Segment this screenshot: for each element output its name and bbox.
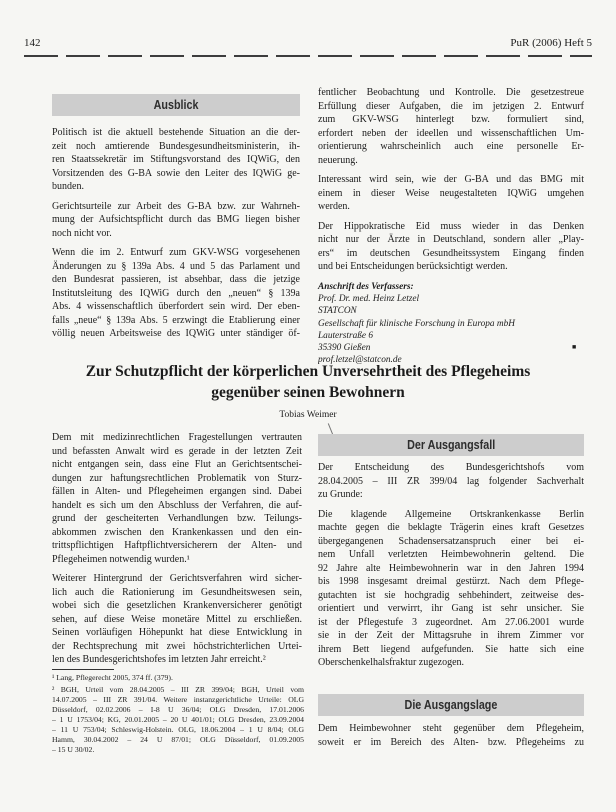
text-line: 28.04.2005 – III ZR 399/04 lag folgender Sachverhalt [318, 475, 584, 487]
text-line: orientiert und verwirrt, ihr Gang ist sehr unsicher. Sie [318, 603, 584, 614]
ausgangsfall-text [318, 461, 584, 670]
text-line: ist der Pflegestufe 3 zugeordnet. Am 27.06.2001 wurde [318, 616, 584, 628]
text-line: Institutsleitung des IQWiG durch den „neuen“ § 139a [52, 287, 300, 299]
header-rule [24, 55, 592, 57]
author-address [318, 293, 584, 366]
footnote-rule [52, 669, 114, 670]
text-line: werden. [318, 201, 350, 212]
text-line: falls „neue“ § 139a Abs. 5 erzwingt die Etablierung einer [52, 314, 300, 326]
text-line: Erfüllung dieser Aufgaben, die im jetzigen 2. Entwurf [318, 100, 584, 112]
text-line: – 11 U 753/04; Schleswig-Holstein. OLG, 18.06.2004 – 1 U 8/04; OLG [52, 725, 304, 734]
text-line: wobei sich die gesetzlichen Krankenversicherer genötigt [52, 600, 302, 611]
text-line: Der Hippokratische Eid muss wieder in das Denken [318, 220, 584, 232]
journal-issue: PuR (2006) Heft 5 [510, 37, 592, 49]
paragraph [52, 200, 300, 241]
text-line: Hamm, 30.04.2002 – 24 U 87/01; OLG Düsseldorf, 01.09.2005 [52, 735, 304, 744]
text-line: zu Grunde: [318, 489, 363, 500]
text-line: Düsseldorf, 02.02.2006 – I-8 U 36/04; OLG Dresden, 17.01.2006 [52, 705, 304, 714]
ausblick-left-column [52, 126, 300, 341]
text-line: bis 1998 insgesamt dreimal gestürzt. Nach dem Pflege- [318, 576, 584, 587]
text-line: Prof. Dr. med. Heinz Letzel [318, 294, 420, 305]
text-line: Dem mit medizinrechtlichen Fragestellungen vertrauten [52, 432, 302, 443]
section-heading-label: Die Ausgangslage [404, 698, 498, 712]
paragraph [318, 461, 584, 502]
text-line: STATCON [318, 306, 357, 317]
section-heading-label: Ausblick [153, 98, 199, 112]
paragraph [52, 126, 300, 194]
page-number: 142 [24, 37, 41, 49]
text-line: – 1 U 1753/04; KG, 20.01.2005 – 20 U 401/01; OLG Dresden, 23.09.2004 [52, 715, 304, 724]
text-line: und bei Entscheidungen berücksichtigt werden. [318, 261, 508, 272]
text-line: zum GKV-WSG hinterlegt bzw. formuliert sind, [318, 114, 584, 125]
ausgangslage-text [318, 722, 584, 749]
address-block [318, 293, 584, 366]
text-line: soweit er im Bereich des Alten- bzw. Pflegeheims zu [318, 736, 584, 748]
text-line: nicht nur der Ärzte in Deutschland, sondern aller „Play- [318, 234, 584, 245]
text-line: abkommen zwischen den Krankenkassen und den ein- [52, 526, 302, 538]
text-line: Abs. 4 wissenschaftlich überfordert sein wird. Der eben- [52, 301, 300, 312]
text-line: nicht entgangen sein, dass eine Flut an Gerichtsentschei- [52, 459, 302, 470]
paragraph [318, 86, 584, 167]
text-line: Lauterstraße 6 [318, 330, 374, 341]
text-line: fentlicher Beobachtung und Kontrolle. Die gesetzestreue [318, 87, 584, 98]
paragraph [52, 431, 302, 566]
text-line: Seinen vorläufigen Höhepunkt hat diese Entwicklung in [52, 627, 302, 638]
paragraph [318, 508, 584, 670]
text-line: grund der gescheiterten Verhandlungen bzw. Teilungs- [52, 513, 302, 524]
paragraph [52, 572, 302, 667]
text-line: sehen, auf diese Weise monetäre Mittel zu erschließen. [52, 613, 302, 625]
text-line: dungen zur haftungsrechtlichen Problematik von Sturz- [52, 472, 302, 484]
paragraph [318, 722, 584, 749]
text-line: ² BGH, Urteil vom 28.04.2005 – III ZR 399/04; BGH, Urteil vom [52, 685, 304, 694]
text-line: ¹ Lang, Pflegerecht 2005, 374 ff. (379). [52, 673, 173, 682]
text-line: prof.letzel@statcon.de [318, 355, 402, 366]
article-author: Tobias Weimer [279, 410, 337, 420]
section-heading-ausgangslage [318, 694, 584, 716]
text-line: machte gegen die beklagte Trägerin eines kraft Gesetzes [318, 522, 584, 533]
footnotes [52, 673, 304, 755]
text-line: nem Unfall verletzten Heimbewohnerin geltend. Die [318, 549, 584, 560]
text-line: übergegangenen Schadensersatzanspruch einer bei ei- [318, 535, 584, 547]
text-line: einem in dieser Weise neugestalteten IQWiG umgehen [318, 187, 584, 199]
text-line: ihrem Bett liegend aufgefunden. Sie hatte sich eine [318, 643, 584, 655]
text-line: Der Entscheidung des Bundesgerichtshofs vom [318, 462, 584, 473]
text-line: Oberschenkelhalsfraktur zugezogen. [318, 657, 465, 668]
text-line: Änderungen zu § 139a Abs. 4 und 5 das Parlament und [52, 260, 300, 272]
article-intro [52, 431, 302, 667]
text-line: – 15 U 30/02. [52, 745, 95, 754]
text-line: noch nicht vor. [52, 227, 112, 239]
text-line: der Rechtsprechung mit zwei höchstrichterlichen Urtei- [52, 640, 302, 652]
section-heading-ausgangsfall [318, 434, 584, 456]
paragraph [318, 173, 584, 214]
text-line: bunden. [52, 181, 84, 192]
text-line: völlig neuen Arbeitsweise des IQWiG unter ständiger öf- [52, 328, 300, 339]
footnote [52, 673, 304, 683]
text-line: orientierung wahrscheinlich auch eine personelle Er- [318, 141, 584, 152]
text-line: und befassten Anwalt wird es gerade in der letzten Zeit [52, 445, 302, 457]
text-line: ers“ im deutschen Gesundheitssystem Eingang finden [318, 247, 584, 259]
text-line: Dem Heimbewohner steht gegenüber dem Pflegeheim, [318, 723, 584, 734]
text-line: Politisch ist die aktuell bestehende Situation an die der- [52, 127, 300, 138]
text-line: Vorsitzenden des G-BA sowie den Leiter des IQWiG ge- [52, 167, 300, 179]
text-line: mung der Aufsichtspflicht durch das BMG liegen bisher [52, 214, 300, 225]
text-line: den Bundesrat passieren, ist absehbar, dass die jetzige [52, 274, 300, 285]
text-line: 92 Jahre alte Heimbewohnerin war in den Jahren 1994 [318, 562, 584, 574]
article-title [0, 361, 616, 403]
text-line: Pflegeheimen notwendig wurden.¹ [52, 553, 190, 565]
text-line: erfordert neben der ideellen und wissenschaftlichen Um- [318, 127, 584, 139]
text-line: handelt es sich um den Abschluss der Verfahren, die auf- [52, 499, 302, 511]
text-line: Gesellschaft für klinische Forschung in Europa mbH [318, 318, 515, 329]
text-line: gutachten ist sie hochgradig sehbehindert, zeitweise des- [318, 589, 584, 601]
article-title-line: gegenüber seinen Bewohnern [211, 384, 405, 401]
text-line: ren Staatssekretär im Stiftungsvorstand des IQWiG, den [52, 154, 300, 165]
text-line: fällen in Alten- und Pflegeheimen ergangen sind. Dabei [52, 486, 302, 497]
text-line: 14.07.2005 – III ZR 391/04. Weitere instanzgerichtliche Urteile: OLG [52, 695, 304, 704]
end-of-article-mark: ■ [572, 343, 577, 351]
text-line: trittspflichtigen Haftpflichtversicherern der Alten- und [52, 540, 302, 551]
text-line: Die klagende Allgemeine Ortskrankenkasse Berlin [318, 508, 584, 520]
text-line: len des Bundesgerichtshofes im letzten Jahr erreicht.² [52, 654, 266, 665]
paragraph [52, 246, 300, 341]
text-line: neuerung. [318, 154, 358, 166]
paragraph [318, 220, 584, 274]
text-line: Gerichtsurteile zur Arbeit des G-BA bzw. zur Wahrneh- [52, 200, 300, 212]
section-heading-ausblick [52, 94, 300, 116]
text-line: Wenn die im 2. Entwurf zum GKV-WSG vorgesehenen [52, 247, 300, 258]
article-title-line: Zur Schutzpflicht der körperlichen Unversehrtheit des Pflegeheims [85, 363, 531, 380]
text-line: sie in der Zeit der Mittagsruhe in ihrem Zimmer vor [318, 630, 584, 641]
footnote [52, 685, 304, 755]
text-line: Weiterer Hintergrund der Gerichtsverfahren wird sicher- [52, 573, 302, 584]
text-line: Interessant wird sein, wie der G-BA und das BMG mit [318, 174, 584, 185]
section-heading-label: Der Ausgangsfall [406, 438, 496, 452]
ausblick-right-column [318, 86, 584, 274]
author-address-label: Anschrift des Verfassers: [318, 282, 414, 292]
text-line: 35390 Gießen [318, 342, 371, 353]
text-line: zeit noch amtierende Bundesgesundheitsministerin, ih- [52, 140, 300, 152]
text-line: lich auch die Rationierung im Gesundheitswesen sein, [52, 586, 302, 598]
